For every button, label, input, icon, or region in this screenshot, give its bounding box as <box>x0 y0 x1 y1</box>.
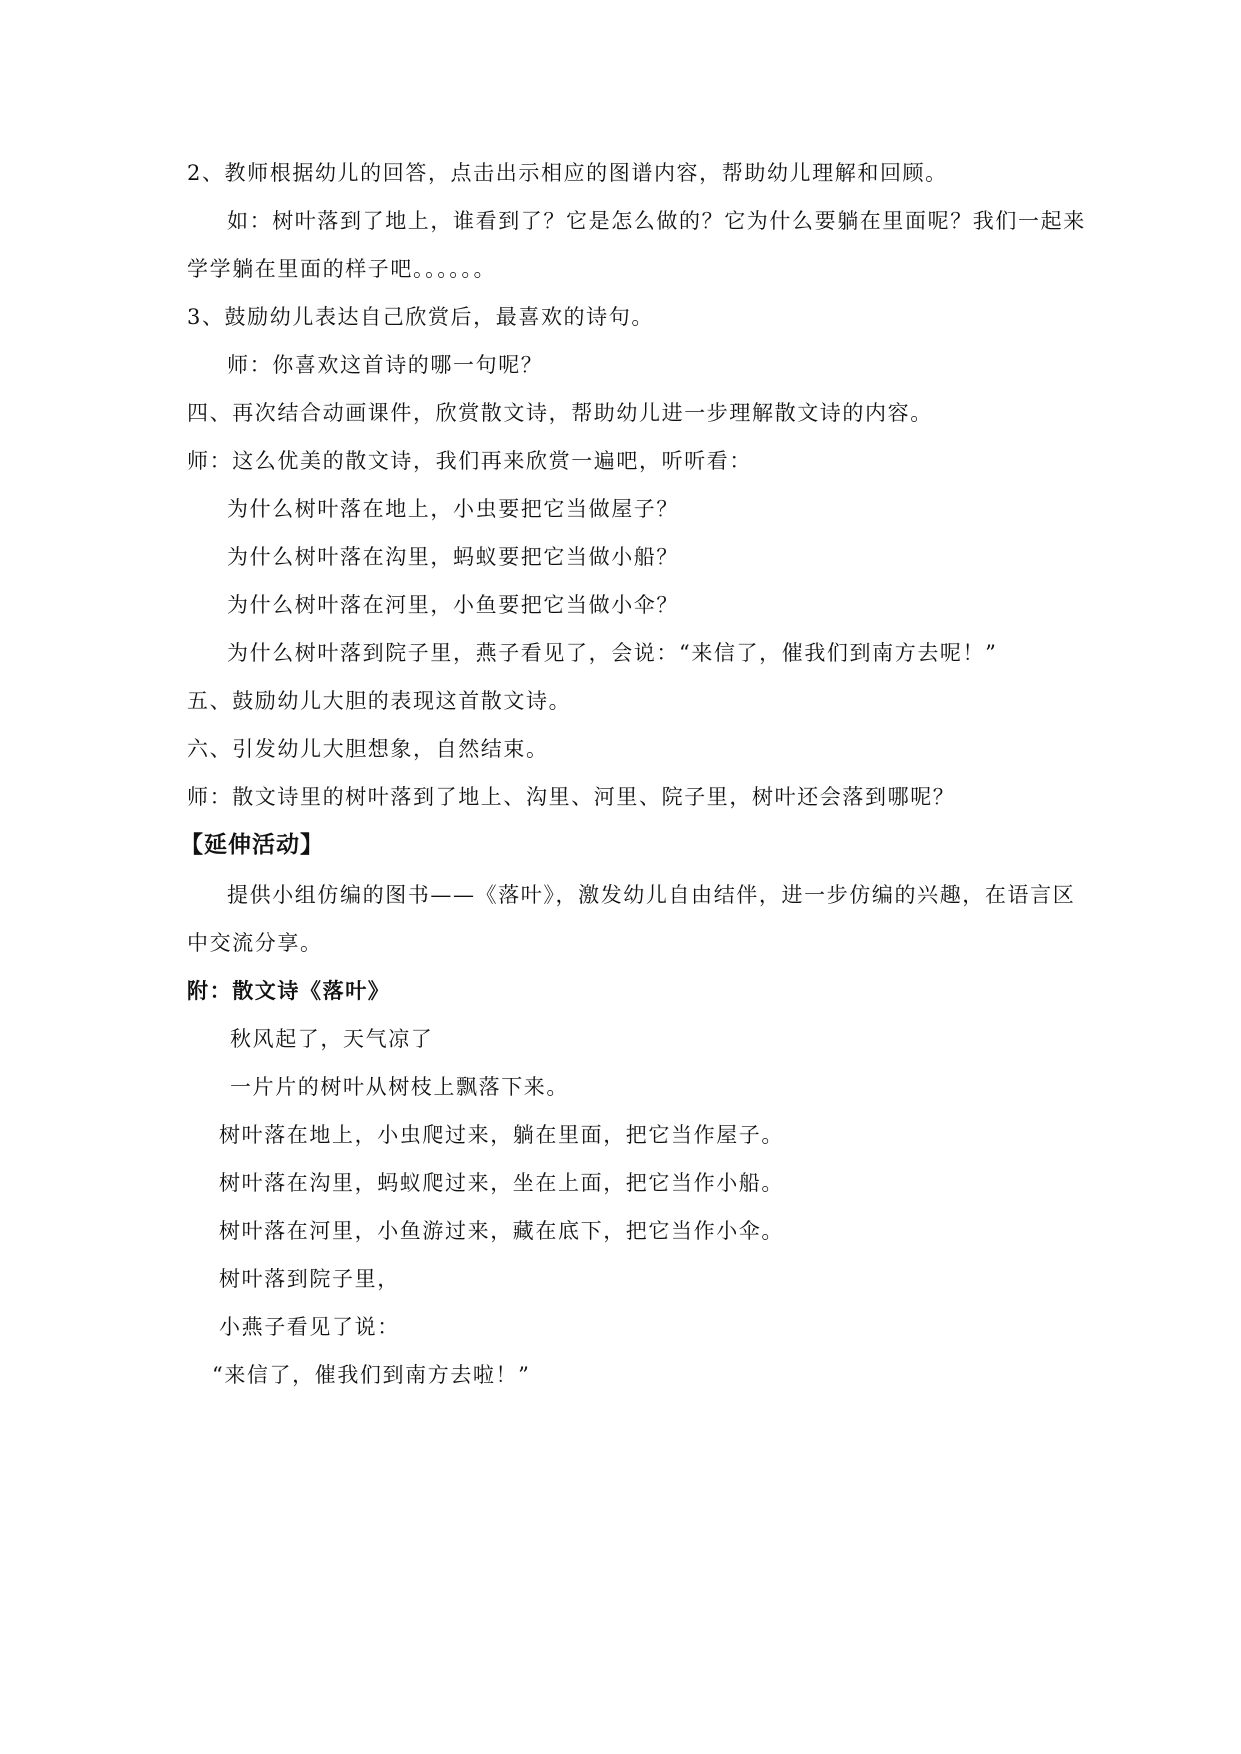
question-line-3: 为什么树叶落在河里，小鱼要把它当做小伞？ <box>227 593 679 617</box>
poem-line: 树叶落在河里，小鱼游过来，藏在底下，把它当作小伞。 <box>219 1219 784 1243</box>
extension-text-line-2: 中交流分享。 <box>187 931 323 955</box>
poem-line: 树叶落在沟里，蚂蚁爬过来，坐在上面，把它当作小船。 <box>219 1171 784 1195</box>
poem-line: 一片片的树叶从树枝上飘落下来。 <box>230 1075 569 1099</box>
extension-text-line-1: 提供小组仿编的图书——《落叶》，激发幼儿自由结伴，进一步仿编的兴趣，在语言区 <box>227 883 1076 907</box>
paragraph-section-6: 六、引发幼儿大胆想象，自然结束。 <box>187 737 549 761</box>
paragraph-step-2: 2、教师根据幼儿的回答，点击出示相应的图谱内容，帮助幼儿理解和回顾。 <box>187 161 948 185</box>
paragraph-teacher-question: 师：你喜欢这首诗的哪一句呢？ <box>227 353 544 377</box>
poem-line: 秋风起了，天气凉了 <box>230 1027 434 1051</box>
paragraph-teacher-closing: 师：散文诗里的树叶落到了地上、沟里、河里、院子里，树叶还会落到哪呢？ <box>187 785 956 809</box>
extension-heading: 【延伸活动】 <box>180 831 324 858</box>
poem-line: 小燕子看见了说： <box>219 1315 400 1339</box>
question-line-4: 为什么树叶落到院子里，燕子看见了，会说：“来信了，催我们到南方去呢！” <box>227 641 998 665</box>
appendix-title: 附：散文诗《落叶》 <box>187 978 391 1003</box>
paragraph-example-line-2: 学学躺在里面的样子吧。。。。。。 <box>187 257 497 281</box>
poem-line: 树叶落到院子里， <box>219 1267 400 1291</box>
paragraph-step-3: 3、鼓励幼儿表达自己欣赏后，最喜欢的诗句。 <box>187 305 654 329</box>
question-line-2: 为什么树叶落在沟里，蚂蚁要把它当做小船？ <box>227 545 679 569</box>
paragraph-example-line-1: 如：树叶落到了地上，谁看到了？它是怎么做的？它为什么要躺在里面呢？我们一起来 <box>227 209 1086 233</box>
poem-line: 树叶落在地上，小虫爬过来，躺在里面，把它当作屋子。 <box>219 1123 784 1147</box>
paragraph-section-4: 四、再次结合动画课件，欣赏散文诗，帮助幼儿进一步理解散文诗的内容。 <box>187 401 933 425</box>
paragraph-section-5: 五、鼓励幼儿大胆的表现这首散文诗。 <box>187 689 572 713</box>
paragraph-teacher-intro: 师：这么优美的散文诗，我们再来欣赏一遍吧，听听看： <box>187 449 752 473</box>
poem-line: “来信了，催我们到南方去啦！” <box>212 1363 531 1387</box>
question-line-1: 为什么树叶落在地上，小虫要把它当做屋子？ <box>227 497 679 521</box>
